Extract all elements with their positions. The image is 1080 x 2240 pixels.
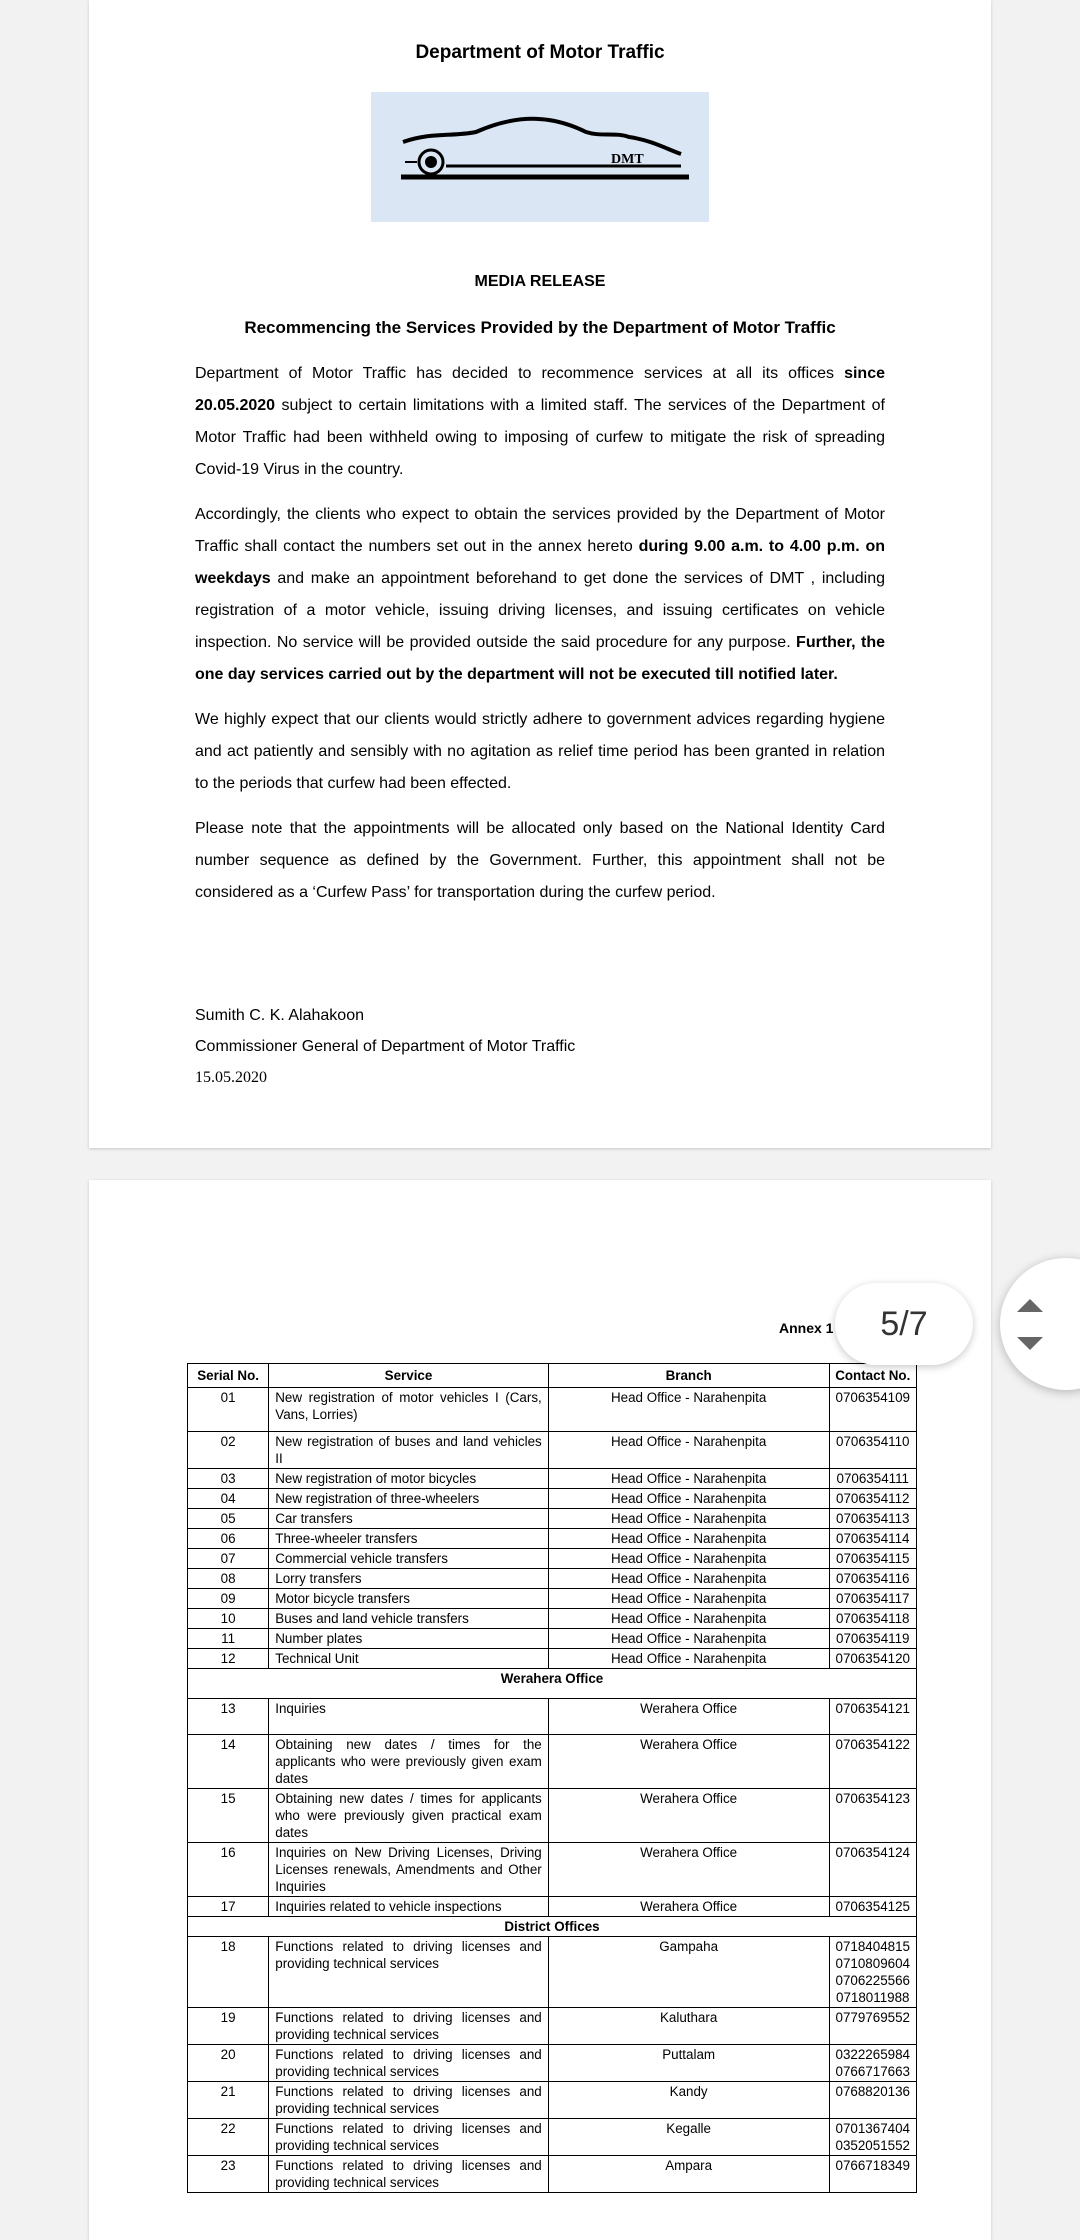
cell-service: Inquiries related to vehicle inspections xyxy=(269,1897,548,1917)
table-header-row xyxy=(188,1364,917,1388)
dmt-logo-graphic xyxy=(371,92,709,222)
cell-service: New registration of motor vehicles I (Cars, Vans, Lorries) xyxy=(269,1388,548,1432)
contact-table xyxy=(187,1363,917,2193)
cell-serial: 05 xyxy=(188,1509,269,1529)
cell-contact: 0706354117 xyxy=(829,1589,916,1609)
paragraph-1-bold: since 20.05.2020 xyxy=(195,365,885,414)
cell-serial: 18 xyxy=(188,1937,269,2008)
page-indicator: 5/7 xyxy=(835,1283,973,1365)
cell-contact: 0779769552 xyxy=(829,2008,916,2045)
cell-serial: 19 xyxy=(188,2008,269,2045)
cell-serial: 10 xyxy=(188,1609,269,1629)
cell-service: Lorry transfers xyxy=(269,1569,548,1589)
cell-service: Obtaining new dates / times for the applicants who were previously given exam dates xyxy=(269,1735,548,1789)
cell-branch: Head Office - Narahenpita xyxy=(548,1489,829,1509)
cell-serial: 06 xyxy=(188,1529,269,1549)
table-row xyxy=(188,1549,917,1569)
cell-contact: 0768820136 xyxy=(829,2082,916,2119)
cell-branch: Ampara xyxy=(548,2156,829,2193)
cell-branch: Werahera Office xyxy=(548,1789,829,1843)
release-subject: Recommencing the Services Provided by the Department of Motor Traffic xyxy=(244,318,836,337)
cell-contact: 0718404815 0710809604 0706225566 0718011988 xyxy=(829,1937,916,2008)
cell-branch: Head Office - Narahenpita xyxy=(548,1432,829,1469)
cell-service: Motor bicycle transfers xyxy=(269,1589,548,1609)
table-row xyxy=(188,1735,917,1789)
cell-branch: Head Office - Narahenpita xyxy=(548,1549,829,1569)
cell-serial: 09 xyxy=(188,1589,269,1609)
cell-serial: 08 xyxy=(188,1569,269,1589)
table-row xyxy=(188,1589,917,1609)
cell-branch: Head Office - Narahenpita xyxy=(548,1469,829,1489)
table-row xyxy=(188,1388,917,1432)
signatory-title: Commissioner General of Department of Motor Traffic xyxy=(195,1038,576,1055)
table-row xyxy=(188,1609,917,1629)
table-row xyxy=(188,1649,917,1669)
table-row xyxy=(188,1897,917,1917)
table-row xyxy=(188,1432,917,1469)
release-body xyxy=(195,358,885,922)
signatory-name: Sumith C. K. Alahakoon xyxy=(195,1007,364,1024)
paragraph-2 xyxy=(195,499,885,691)
section-row-district xyxy=(188,1917,917,1937)
release-date: 15.05.2020 xyxy=(195,1069,267,1086)
header-service: Service xyxy=(269,1364,548,1388)
cell-service: Car transfers xyxy=(269,1509,548,1529)
cell-serial: 11 xyxy=(188,1629,269,1649)
media-release-heading: MEDIA RELEASE xyxy=(474,273,606,290)
cell-contact: 0706354118 xyxy=(829,1609,916,1629)
cell-serial: 16 xyxy=(188,1843,269,1897)
document-title: Department of Motor Traffic xyxy=(415,42,665,63)
cell-service: New registration of motor bicycles xyxy=(269,1469,548,1489)
document-page-1 xyxy=(89,0,991,1148)
table-row xyxy=(188,2045,917,2082)
section-label: District Offices xyxy=(188,1917,917,1937)
cell-serial: 17 xyxy=(188,1897,269,1917)
cell-serial: 01 xyxy=(188,1388,269,1432)
paragraph-1-text: Department of Motor Traffic has decided to recommence services at all its offices xyxy=(195,365,845,382)
cell-serial: 07 xyxy=(188,1549,269,1569)
cell-contact: 0706354110 xyxy=(829,1432,916,1469)
cell-service: Number plates xyxy=(269,1629,548,1649)
cell-branch: Werahera Office xyxy=(548,1897,829,1917)
cell-service: New registration of three-wheelers xyxy=(269,1489,548,1509)
cell-service: Buses and land vehicle transfers xyxy=(269,1609,548,1629)
cell-serial: 21 xyxy=(188,2082,269,2119)
cell-branch: Werahera Office xyxy=(548,1843,829,1897)
table-row xyxy=(188,1529,917,1549)
cell-contact: 0322265984 0766717663 xyxy=(829,2045,916,2082)
cell-service: New registration of buses and land vehicles II xyxy=(269,1432,548,1469)
table-row xyxy=(188,1629,917,1649)
paragraph-2-text-mid: and make an appointment beforehand to get done the services of DMT , including registration of a motor vehicle, issuing driving licenses, and issuing certificates on vehicle inspection. No service will be provided outside the said procedure for any purpose. xyxy=(195,570,885,651)
cell-contact: 0706354116 xyxy=(829,1569,916,1589)
cell-branch: Head Office - Narahenpita xyxy=(548,1609,829,1629)
table-row xyxy=(188,2008,917,2045)
header-branch: Branch xyxy=(548,1364,829,1388)
triangle-up-icon[interactable] xyxy=(1017,1299,1043,1312)
table-row xyxy=(188,2082,917,2119)
cell-contact: 0706354112 xyxy=(829,1489,916,1509)
cell-serial: 14 xyxy=(188,1735,269,1789)
cell-serial: 12 xyxy=(188,1649,269,1669)
cell-serial: 02 xyxy=(188,1432,269,1469)
cell-service: Commercial vehicle transfers xyxy=(269,1549,548,1569)
cell-serial: 23 xyxy=(188,2156,269,2193)
cell-service: Functions related to driving licenses and providing technical services xyxy=(269,2082,548,2119)
section-row-werahera xyxy=(188,1669,917,1699)
cell-branch: Head Office - Narahenpita xyxy=(548,1629,829,1649)
cell-branch: Gampaha xyxy=(548,1937,829,2008)
cell-branch: Puttalam xyxy=(548,2045,829,2082)
table-row xyxy=(188,1469,917,1489)
dmt-logo xyxy=(371,92,709,222)
cell-branch: Head Office - Narahenpita xyxy=(548,1388,829,1432)
paragraph-2-bold: during 9.00 a.m. to 4.00 p.m. on weekdays xyxy=(195,538,885,587)
cell-contact: 0706354115 xyxy=(829,1549,916,1569)
paragraph-1 xyxy=(195,358,885,486)
cell-contact: 0706354113 xyxy=(829,1509,916,1529)
cell-service: Obtaining new dates / times for applicants who were previously given practical exam dates xyxy=(269,1789,548,1843)
cell-contact: 0706354125 xyxy=(829,1897,916,1917)
cell-contact: 0706354109 xyxy=(829,1388,916,1432)
cell-service: Three-wheeler transfers xyxy=(269,1529,548,1549)
cell-contact: 0706354120 xyxy=(829,1649,916,1669)
cell-serial: 15 xyxy=(188,1789,269,1843)
cell-branch: Werahera Office xyxy=(548,1735,829,1789)
cell-contact: 0706354122 xyxy=(829,1735,916,1789)
paragraph-4: Please note that the appointments will be allocated only based on the National Identity Card number sequence as defined by the Government. Further, this appointment shall not be considered as a ‘Curfew Pass’ for transportation during the curfew period. xyxy=(195,820,885,901)
cell-branch: Kandy xyxy=(548,2082,829,2119)
paragraph-2-text: Accordingly, the clients who expect to obtain the services provided by the Department of Motor Traffic shall contact the numbers set out in the annex hereto xyxy=(195,506,885,555)
header-serial: Serial No. xyxy=(188,1364,269,1388)
cell-contact: 0706354111 xyxy=(829,1469,916,1489)
table-row xyxy=(188,2119,917,2156)
table-row xyxy=(188,1569,917,1589)
cell-serial: 20 xyxy=(188,2045,269,2082)
page-nav-arrows xyxy=(1000,1258,1080,1390)
cell-contact: 0706354124 xyxy=(829,1843,916,1897)
cell-contact: 0706354123 xyxy=(829,1789,916,1843)
paragraph-2-bold-end: Further, the one day services carried out by the department will not be executed till notified later. xyxy=(195,634,885,683)
annex-label: Annex 1 xyxy=(779,1320,834,1336)
cell-contact: 0706354114 xyxy=(829,1529,916,1549)
cell-branch: Head Office - Narahenpita xyxy=(548,1569,829,1589)
table-row xyxy=(188,2156,917,2193)
table-row xyxy=(188,1789,917,1843)
cell-branch: Werahera Office xyxy=(548,1699,829,1735)
paragraph-1-text-end: subject to certain limitations with a limited staff. The services of the Department of Motor Traffic had been withheld owing to imposing of curfew to mitigate the risk of spreading Covid-19 Virus in the country. xyxy=(195,397,885,478)
cell-service: Functions related to driving licenses and providing technical services xyxy=(269,1937,548,2008)
paragraph-3: We highly expect that our clients would strictly adhere to government advices regarding hygiene and act patiently and sensibly with no agitation as relief time period has been granted in relation to the periods that curfew had been effected. xyxy=(195,711,885,792)
triangle-down-icon[interactable] xyxy=(1017,1337,1043,1350)
cell-service: Inquiries xyxy=(269,1699,548,1735)
cell-contact: 0706354119 xyxy=(829,1629,916,1649)
cell-contact: 0706354121 xyxy=(829,1699,916,1735)
table-row xyxy=(188,1843,917,1897)
cell-serial: 03 xyxy=(188,1469,269,1489)
header-contact: Contact No. xyxy=(829,1364,916,1388)
cell-service: Technical Unit xyxy=(269,1649,548,1669)
page-nav-button[interactable] xyxy=(1000,1258,1080,1390)
cell-service: Inquiries on New Driving Licenses, Driving Licenses renewals, Amendments and Other Inquiries xyxy=(269,1843,548,1897)
table-row xyxy=(188,1489,917,1509)
cell-service: Functions related to driving licenses and providing technical services xyxy=(269,2045,548,2082)
table-body xyxy=(188,1388,917,2193)
cell-branch: Head Office - Narahenpita xyxy=(548,1529,829,1549)
cell-serial: 22 xyxy=(188,2119,269,2156)
table-row xyxy=(188,1937,917,2008)
cell-branch: Head Office - Narahenpita xyxy=(548,1589,829,1609)
cell-branch: Kegalle xyxy=(548,2119,829,2156)
cell-serial: 13 xyxy=(188,1699,269,1735)
cell-contact: 0766718349 xyxy=(829,2156,916,2193)
logo-text: DMT xyxy=(611,152,644,167)
cell-contact: 0701367404 0352051552 xyxy=(829,2119,916,2156)
cell-branch: Kaluthara xyxy=(548,2008,829,2045)
cell-service: Functions related to driving licenses and providing technical services xyxy=(269,2156,548,2193)
table-row xyxy=(188,1509,917,1529)
cell-serial: 04 xyxy=(188,1489,269,1509)
cell-branch: Head Office - Narahenpita xyxy=(548,1649,829,1669)
cell-branch: Head Office - Narahenpita xyxy=(548,1509,829,1529)
table-row xyxy=(188,1699,917,1735)
section-label: Werahera Office xyxy=(188,1669,917,1699)
cell-service: Functions related to driving licenses and providing technical services xyxy=(269,2119,548,2156)
cell-service: Functions related to driving licenses and providing technical services xyxy=(269,2008,548,2045)
